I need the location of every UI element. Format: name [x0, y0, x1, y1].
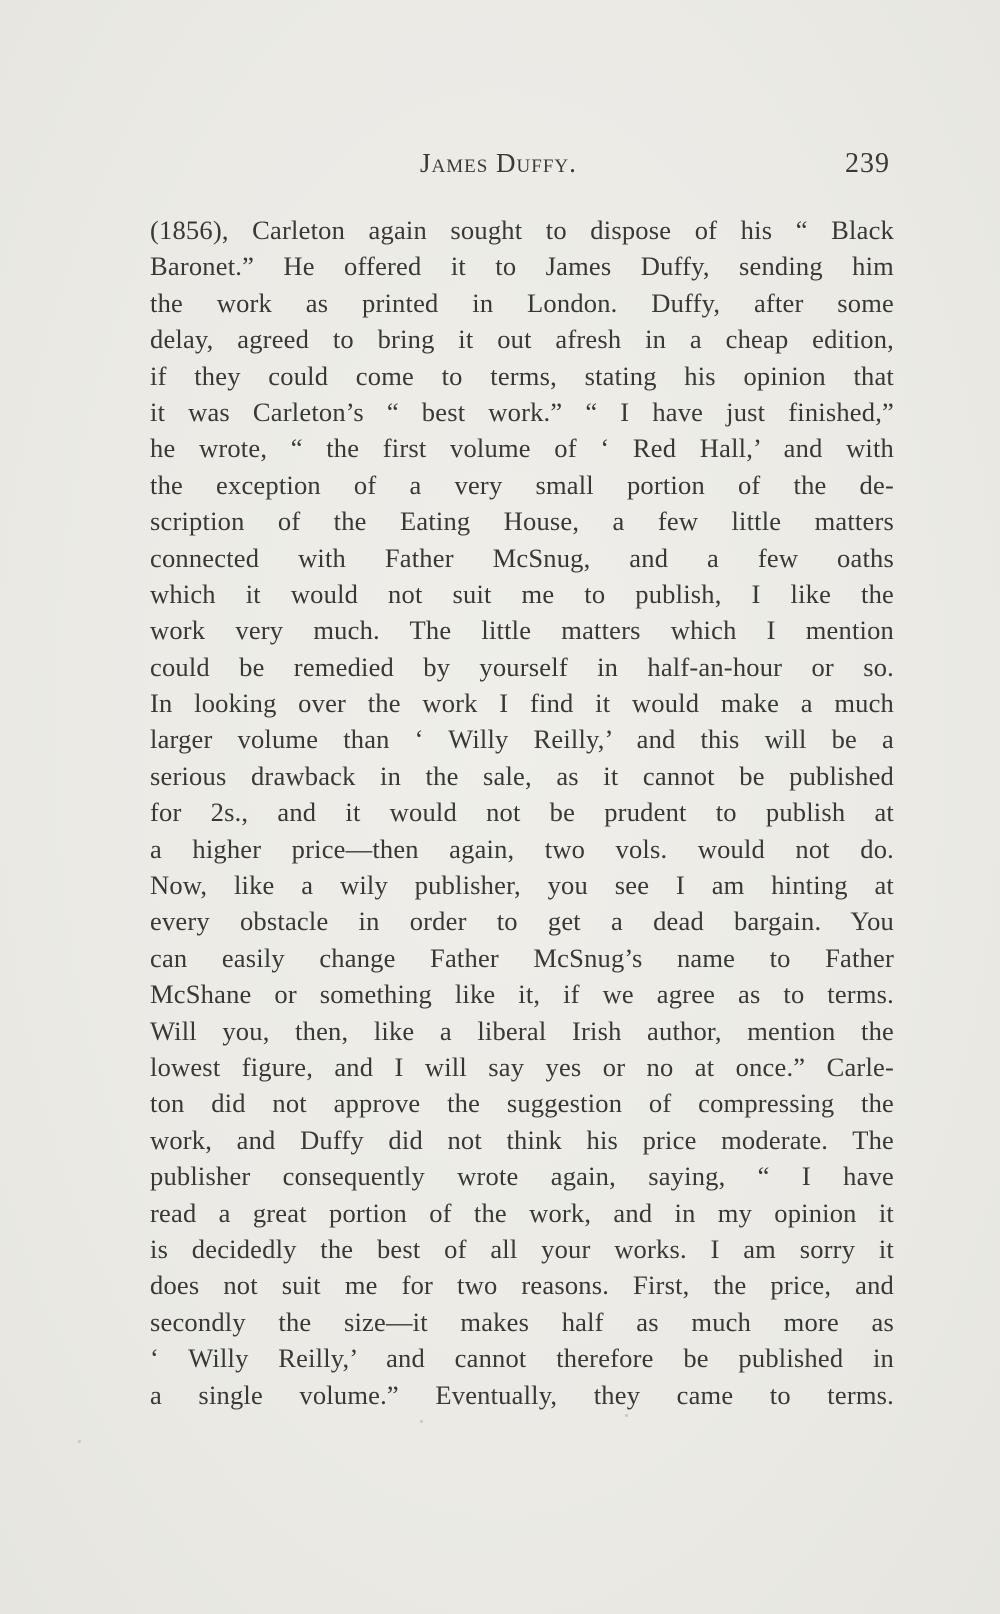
text-line: ‘ Willy Reilly,’ and cannot therefore be published in — [150, 1343, 894, 1374]
text-line: scription of the Eating House, a few little matters — [150, 506, 894, 537]
text-line: delay, agreed to bring it out afresh in a cheap edition, — [150, 324, 894, 355]
text-line: larger volume than ‘ Willy Reilly,’ and this will be a — [150, 724, 894, 755]
text-line: the work as printed in London. Duffy, after some — [150, 287, 894, 318]
text-line: it was Carleton’s “ best work.” “ I have just finished,” — [150, 396, 894, 427]
text-line: read a great portion of the work, and in my opinion it — [150, 1197, 894, 1228]
body-text — [150, 212, 894, 1413]
text-line: is decidedly the best of all your works. I am sorry it — [150, 1233, 894, 1264]
text-line: the exception of a very small portion of the de- — [150, 469, 894, 500]
paper-speck — [420, 1420, 423, 1423]
text-line: a higher price—then again, two vols. would not do. — [150, 833, 894, 864]
paper-speck — [78, 1440, 81, 1443]
text-line: In looking over the work I find it would make a much — [150, 688, 894, 719]
text-line: for 2s., and it would not be prudent to publish at — [150, 797, 894, 828]
text-line: could be remedied by yourself in half-an-hour or so. — [150, 651, 894, 682]
text-line: Will you, then, like a liberal Irish author, mention the — [150, 1015, 894, 1046]
text-line: publisher consequently wrote again, saying, “ I have — [150, 1161, 894, 1192]
text-line: he wrote, “ the first volume of ‘ Red Hall,’ and with — [150, 433, 894, 464]
text-line: secondly the size—it makes half as much more as — [150, 1306, 894, 1337]
text-line: can easily change Father McSnug’s name to Father — [150, 942, 894, 973]
text-line: if they could come to terms, stating his opinion that — [150, 360, 894, 391]
text-line: which it would not suit me to publish, I like the — [150, 578, 894, 609]
text-line: Now, like a wily publisher, you see I am hinting at — [150, 870, 894, 901]
text-line: serious drawback in the sale, as it cannot be published — [150, 760, 894, 791]
paper-speck — [625, 1414, 628, 1417]
text-line: ton did not approve the suggestion of compressing the — [150, 1088, 894, 1119]
text-line: work, and Duffy did not think his price moderate. The — [150, 1124, 894, 1155]
text-line: every obstacle in order to get a dead bargain. You — [150, 906, 894, 937]
text-line: a single volume.” Eventually, they came to terms. — [150, 1379, 894, 1410]
text-line: Baronet.” He offered it to James Duffy, sending him — [150, 251, 894, 282]
text-line: (1856), Carleton again sought to dispose of his “ Black — [150, 215, 894, 245]
text-line: connected with Father McSnug, and a few oaths — [150, 542, 894, 573]
text-line: McShane or something like it, if we agree as to terms. — [150, 979, 894, 1010]
running-head-title: James Duffy. — [420, 148, 577, 178]
text-line: work very much. The little matters which I mention — [150, 615, 894, 646]
text-line: does not suit me for two reasons. First, the price, and — [150, 1270, 894, 1301]
page-number: 239 — [845, 148, 890, 179]
text-line: lowest figure, and I will say yes or no at once.” Carle- — [150, 1051, 894, 1082]
running-head — [150, 148, 890, 188]
